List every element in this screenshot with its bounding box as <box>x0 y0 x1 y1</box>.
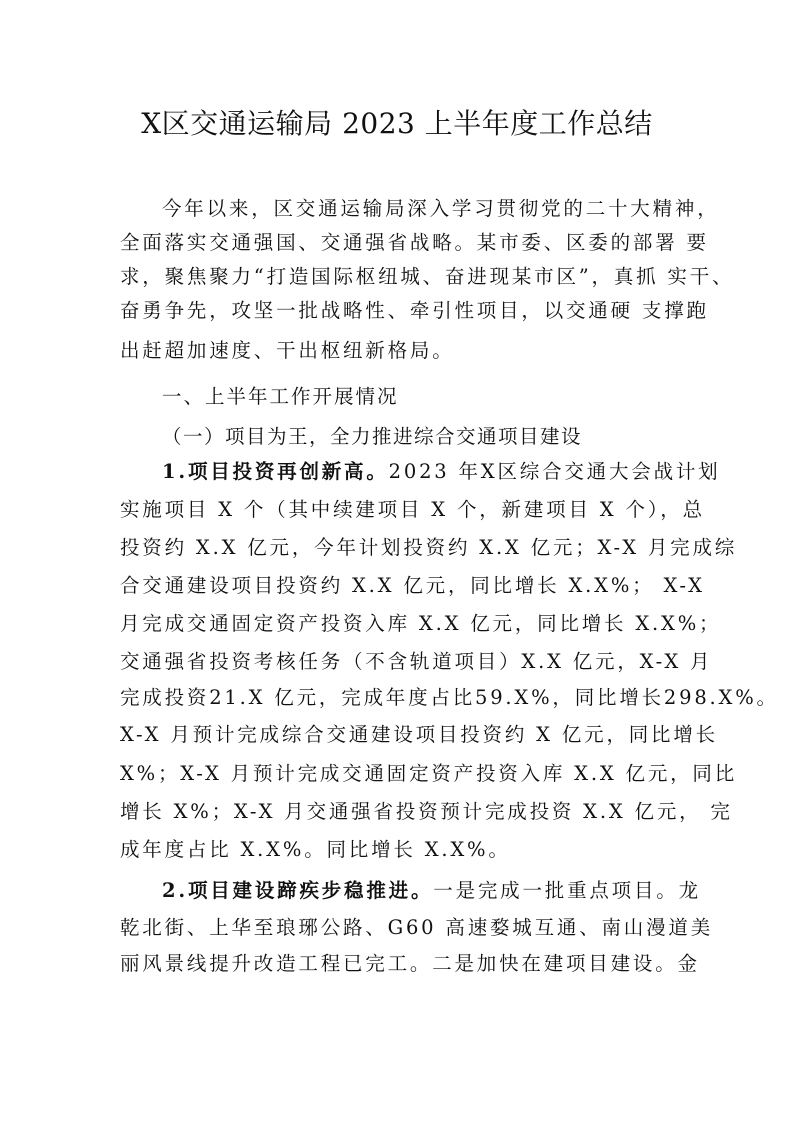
item1-first-line <box>162 455 721 489</box>
intro-line: 求，聚焦聚力“打造国际枢纽城、奋进现某市区”，真抓 实干、 <box>120 265 735 288</box>
item2-line: 丽风景线提升改造工程已完工。二是加快在建项目建设。金 <box>120 952 700 975</box>
document-title: X区交通运输局 2023 上半年度工作总结 <box>141 107 653 140</box>
item1-first-line-text: 2023 年X区综合交通大会战计划 <box>388 460 721 483</box>
item1-line: 完成投资21.X 亿元，完成年度占比59.X%，同比增长298.X%。 <box>120 686 779 709</box>
item1-line: X-X 月预计完成综合交通建设项目投资约 X 亿元，同比增长 <box>120 723 718 746</box>
item2-first-line-text: 一是完成一批重点项目。龙 <box>433 879 701 902</box>
item1-line: 投资约 X.X 亿元，今年计划投资约 X.X 亿元；X-X 月完成综 <box>120 536 738 559</box>
intro-line: 今年以来，区交通运输局深入学习贯彻党的二十大精神， <box>162 197 720 220</box>
item2-bold-lead: 2.项目建设蹄疾步稳推进。 <box>162 879 434 902</box>
item1-line: 实施项目 X 个（其中续建项目 X 个，新建项目 X 个），总 <box>120 498 705 521</box>
item1-line: 月完成交通固定资产投资入库 X.X 亿元，同比增长 X.X%； <box>120 612 722 635</box>
subsection-heading: （一）项目为王，全力推进综合交通项目建设 <box>162 425 583 448</box>
item1-bold-lead: 1.项目投资再创新高。 <box>162 460 389 483</box>
item1-line: 交通强省投资考核任务（不含轨道项目）X.X 亿元，X-X 月 <box>120 650 713 673</box>
item2-first-line <box>162 874 701 908</box>
item2-line: 乾北街、上华至琅琊公路、G60 高速婺城互通、南山漫道美 <box>120 916 713 939</box>
item1-line: X%；X-X 月预计完成交通固定资产投资入库 X.X 亿元，同比 <box>120 762 738 785</box>
intro-line: 全面落实交通强国、交通强省战略。某市委、区委的部署 要 <box>120 231 709 254</box>
item1-line: 成年度占比 X.X%。同比增长 X.X%。 <box>120 838 511 861</box>
intro-line: 奋勇争先，攻坚一批战略性、牵引性项目，以交通硬 支撑跑 <box>120 299 709 322</box>
item1-line: 合交通建设项目投资约 X.X 亿元，同比增长 X.X%； X-X <box>120 574 705 597</box>
intro-line: 出赶超加速度、干出枢纽新格局。 <box>120 339 455 362</box>
section-heading: 一、上半年工作开展情况 <box>162 385 399 408</box>
item1-line: 增长 X%；X-X 月交通强省投资预计完成投资 X.X 亿元， 完 <box>120 800 733 823</box>
